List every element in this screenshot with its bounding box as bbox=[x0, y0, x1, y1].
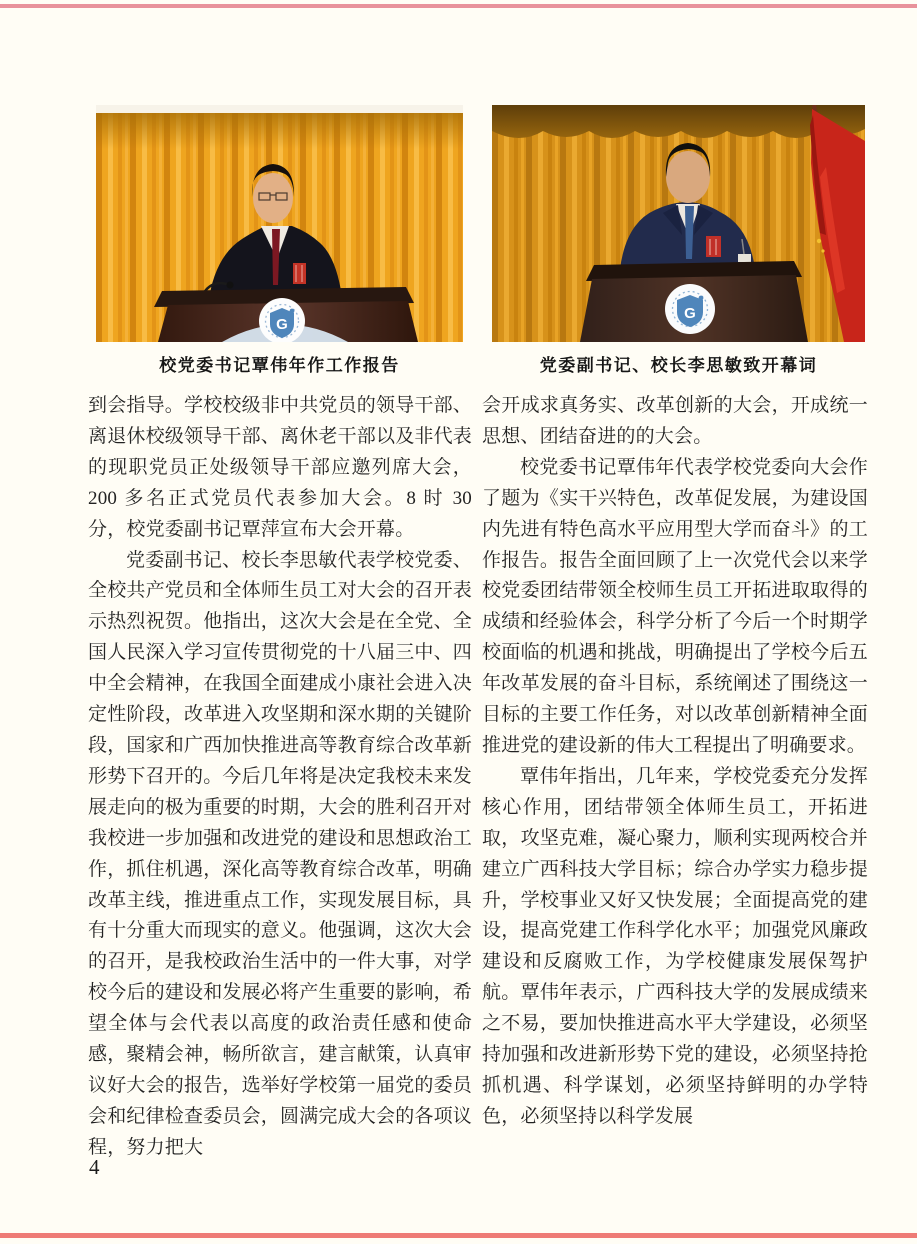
photo-speaker-opening bbox=[492, 105, 865, 342]
photo-speaker-report bbox=[96, 105, 463, 342]
page-number: 4 bbox=[89, 1155, 100, 1179]
text-column-left bbox=[88, 391, 472, 1164]
photo-caption-left: 校党委书记覃伟年作工作报告 bbox=[159, 356, 400, 375]
page-top-rule bbox=[0, 4, 917, 8]
paragraph: 到会指导。学校校级非中共党员的领导干部、离退休校级领导干部、离休老干部以及非代表的现职党员正处级领导干部应邀列席大会，200 多名正式党员代表参加大会。8 时 30 分，校党委副书记覃萍宣布大会开幕。 bbox=[88, 395, 473, 540]
photo-caption-right: 党委副书记、校长李思敏致开幕词 bbox=[539, 356, 818, 375]
photo-right-illustration bbox=[492, 105, 865, 342]
page-bottom-rule bbox=[0, 1233, 917, 1238]
photo-left-illustration bbox=[96, 105, 463, 342]
school-logo-letter-right: G bbox=[684, 305, 696, 322]
text-column-right bbox=[482, 391, 868, 1133]
paragraph: 校党委书记覃伟年代表学校党委向大会作了题为《实干兴特色，改革促发展，为建设国内先进有特色高水平应用型大学而奋斗》的工作报告。报告全面回顾了上一次党代会以来学校党委团结带领全校师生员工开拓进取取得的成绩和经验体会，科学分析了今后一个时期学校面临的机遇和挑战，明确提出了学校今后五年改革发展的奋斗目标，系统阐述了围绕这一目标的主要工作任务，对以改革创新精神全面推进党的建设新的伟大工程提出了明确要求。 bbox=[482, 456, 868, 756]
paragraph: 党委副书记、校长李思敏代表学校党委、全校共产党员和全体师生员工对大会的召开表示热烈祝贺。他指出，这次大会是在全党、全国人民深入学习宣传贯彻党的十八届三中、四中全会精神，在我国全面建成小康社会进入决定性阶段，改革进入攻坚期和深水期的关键阶段，国家和广西加快推进高等教育综合改革新形势下召开的。今后几年将是决定我校未来发展走向的极为重要的时期，大会的胜利召开对我校进一步加强和改进党的建设和思想政治工作，抓住机遇，深化高等教育综合改革，明确改革主线，推进重点工作，实现发展目标，具有十分重大而现实的意义。他强调，这次大会的召开，是我校政治生活中的一件大事，对学校今后的建设和发展必将产生重要的影响，希望全体与会代表以高度的政治责任感和使命感，聚精会神，畅所欲言，建言献策，认真审议好大会的报告，选举好学校第一届党的委员会和纪律检查委员会，圆满完成大会的各项议程，努力把大 bbox=[88, 549, 473, 1158]
school-logo-letter-left: G bbox=[276, 316, 288, 333]
paragraph: 会开成求真务实、改革创新的大会，开成统一思想、团结奋进的的大会。 bbox=[482, 395, 868, 447]
paragraph: 覃伟年指出，几年来，学校党委充分发挥核心作用，团结带领全体师生员工，开拓进取，攻坚克难，凝心聚力，顺利实现两校合并建立广西科技大学目标；综合办学实力稳步提升，学校事业又好又快发展；全面提高党的建设，提高党建工作科学化水平；加强党风廉政建设和反腐败工作，为学校健康发展保驾护航。覃伟年表示，广西科技大学的发展成绩来之不易，要加快推进高水平大学建设，必须坚持加强和改进新形势下党的建设，必须坚持抢抓机遇、科学谋划，必须坚持鲜明的办学特色，必须坚持以科学发展 bbox=[482, 765, 868, 1127]
